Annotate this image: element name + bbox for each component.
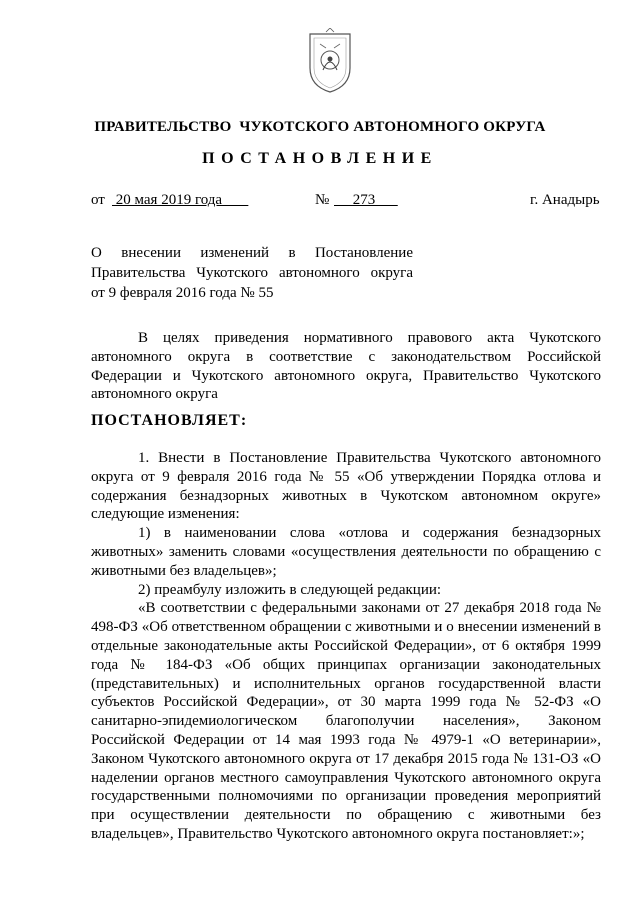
- document-body: [91, 449, 601, 844]
- paragraph: 1. Внести в Постановление Правительства Чукотского автономного округа от 9 февраля 2016 года № 55 «Об утверждении Порядка отлова и содержания безнадзорных животных в Чукотском автономном округе» следующие изменения:: [91, 450, 601, 523]
- government-name: ПРАВИТЕЛЬСТВО ЧУКОТСКОГО АВТОНОМНОГО ОКРУГА: [94, 119, 546, 135]
- paragraph: «В соответствии с федеральными законами от 27 декабря 2018 года № 498-ФЗ «Об ответственном обращении с животными и о внесении изменений в отдельные законодательные акты Российской Федерации», от 6 октября 1999 года № 184-ФЗ «Об общих принципах организации законодательных (представительных) и исполнительных органов государственной власти субъектов Российской Федерации», от 30 марта 1999 года № 52-ФЗ «О санитарно-эпидемиологическом благополучии населения», Законом Российской Федерации от 14 мая 1993 года № 4979-1 «О ветеринарии», Законом Чукотского автономного округа от 17 декабря 2015 года № 131-ОЗ «О наделении органов местного самоуправления Чукотского автономного округа государственными полномочиями по организации проведения мероприятий при осуществлении деятельности по обращению с животными без владельцев», Правительство Чукотского автономного округа постановляет:»;: [91, 600, 601, 842]
- coat-of-arms-icon: [306, 28, 354, 96]
- subject-line: О внесении изменений в Постановление: [91, 245, 413, 261]
- paragraph: 2) преамбулу изложить в следующей редакции:: [138, 581, 442, 598]
- document-subject: [91, 243, 413, 303]
- preamble: [91, 329, 601, 404]
- date-prefix: от: [91, 192, 105, 208]
- paragraph: 1) в наименовании слова «отлова и содержания безнадзорных животных» заменить словами «осуществления деятельности по обращению с животными без владельцев»;: [91, 525, 601, 579]
- document-date: 20 мая 2019 года: [112, 192, 249, 208]
- number-prefix: №: [315, 192, 330, 208]
- subject-line: Правительства Чукотского автономного округа: [91, 265, 413, 281]
- subject-line: от 9 февраля 2016 года № 55: [91, 285, 274, 301]
- preamble-text: В целях приведения нормативного правового акта Чукотского автономного округа в соответствие с законодательством Российской Федерации и Чукотского автономного округа, Правительство Чукотского автономного округа: [91, 330, 601, 403]
- document-type-title: ПОСТАНОВЛЕНИЕ: [202, 150, 438, 167]
- resolves-heading: ПОСТАНОВЛЯЕТ:: [91, 412, 248, 429]
- document-number: 273: [334, 192, 398, 208]
- city: г. Анадырь: [530, 192, 600, 208]
